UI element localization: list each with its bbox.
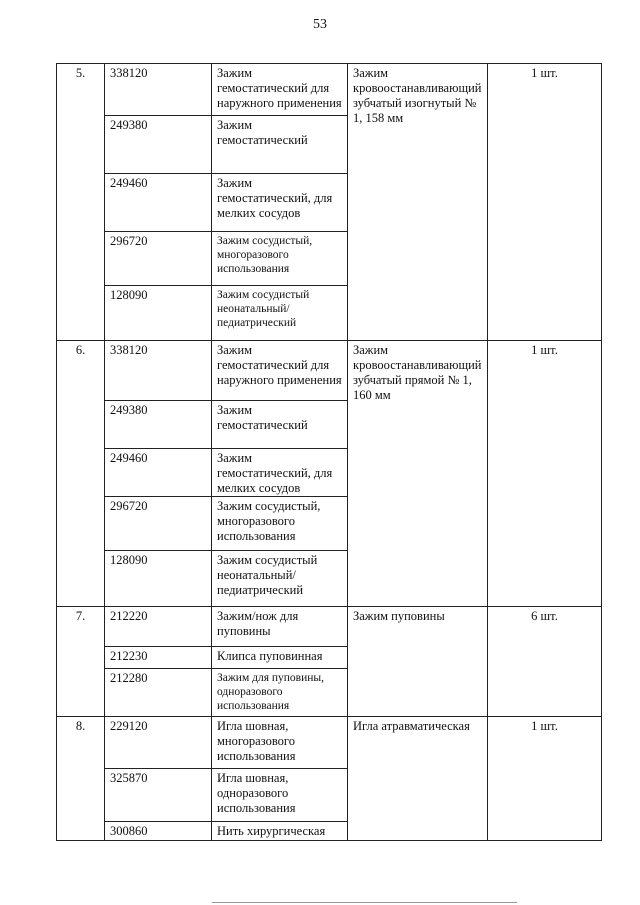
code-cell: 128090 [105,551,212,607]
name-cell: Зажим гемостатический [212,401,348,449]
row-number: 6. [57,341,105,607]
code-cell: 128090 [105,286,212,341]
name-cell: Игла шовная, одноразового использования [212,769,348,822]
item-cell: Игла атравматическая [348,717,488,841]
name-cell: Зажим гемостатический для наружного применения [212,64,348,116]
code-cell: 325870 [105,769,212,822]
table-row [57,341,602,401]
item-cell: Зажим кровоостанавливающий зубчатый прямой № 1, 160 мм [348,341,488,607]
code-cell: 229120 [105,717,212,769]
name-cell: Зажим гемостатический [212,116,348,174]
quantity-cell: 6 шт. [488,607,602,717]
bottom-rule [212,902,517,903]
code-cell: 249380 [105,116,212,174]
name-cell: Клипса пуповинная [212,647,348,669]
name-cell: Зажим сосудистый неонатальный/педиатрический [212,286,348,341]
row-number: 8. [57,717,105,841]
code-cell: 212280 [105,669,212,717]
code-cell: 249460 [105,174,212,232]
table-row [57,607,602,647]
code-cell: 300860 [105,822,212,841]
code-cell: 212230 [105,647,212,669]
row-number: 7. [57,607,105,717]
code-cell: 296720 [105,232,212,286]
name-cell: Зажим сосудистый, многоразового использования [212,232,348,286]
code-cell: 212220 [105,607,212,647]
name-cell: Зажим сосудистый неонатальный/педиатрический [212,551,348,607]
code-cell: 338120 [105,64,212,116]
quantity-cell: 1 шт. [488,64,602,341]
row-number: 5. [57,64,105,341]
code-cell: 249380 [105,401,212,449]
table-row [57,64,602,116]
table-row [57,717,602,769]
item-cell: Зажим кровоостанавливающий зубчатый изогнутый № 1, 158 мм [348,64,488,341]
code-cell: 249460 [105,449,212,497]
name-cell: Игла шовная, многоразового использования [212,717,348,769]
name-cell: Зажим для пуповины, одноразового использования [212,669,348,717]
quantity-cell: 1 шт. [488,717,602,841]
page-number: 53 [313,17,327,32]
equipment-table [56,63,602,841]
item-cell: Зажим пуповины [348,607,488,717]
name-cell: Зажим сосудистый, многоразового использования [212,497,348,551]
code-cell: 338120 [105,341,212,401]
name-cell: Зажим/нож для пуповины [212,607,348,647]
name-cell: Нить хирургическая [212,822,348,841]
name-cell: Зажим гемостатический, для мелких сосудов [212,449,348,497]
name-cell: Зажим гемостатический, для мелких сосудов [212,174,348,232]
name-cell: Зажим гемостатический для наружного применения [212,341,348,401]
quantity-cell: 1 шт. [488,341,602,607]
code-cell: 296720 [105,497,212,551]
